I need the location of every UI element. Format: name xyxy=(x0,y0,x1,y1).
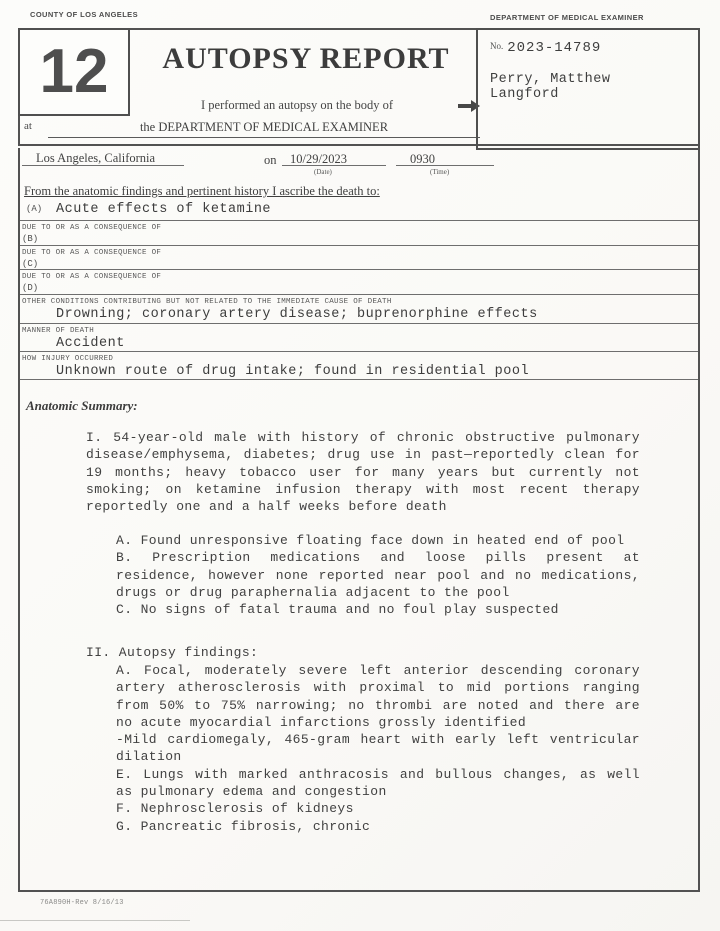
summary-item: A. Found unresponsive floating face down in heated end of pool xyxy=(116,533,625,548)
scan-artifact-line xyxy=(0,920,190,921)
anatomic-summary-section-1-items xyxy=(116,532,640,618)
header-box xyxy=(18,28,700,146)
anatomic-summary-section-2-items xyxy=(116,662,640,835)
time-underline xyxy=(396,165,494,166)
how-injury-rule xyxy=(20,379,698,380)
line-b-rule xyxy=(20,245,698,246)
case-number: 2023-14789 xyxy=(507,40,602,56)
case-type-number: 12 xyxy=(39,37,109,106)
anatomic-summary-section-1: I. 54-year-old male with history of chronic obstructive pulmonary disease/emphysema, diabetes; drug use in past—reportedly clean for 19 months; heavy tobacco user for many years but currently not smoking; on ketamine infusion therapy with most recent therapy reportedly one and a half weeks before death xyxy=(86,430,640,515)
line-c-rule xyxy=(20,269,698,270)
cause-of-death-intro: From the anatomic findings and pertinent history I ascribe the death to: xyxy=(24,184,380,198)
line-a-rule xyxy=(20,220,698,221)
date-caption: (Date) xyxy=(314,168,332,176)
line-c-label: (C) xyxy=(22,259,39,269)
summary-item: G. Pancreatic fibrosis, chronic xyxy=(116,818,371,834)
manner-of-death-rule xyxy=(20,351,698,352)
due-to-label-c: DUE TO OR AS A CONSEQUENCE OF xyxy=(22,249,162,257)
decedent-name: Perry, Matthew Langford xyxy=(490,72,611,102)
autopsy-location: Los Angeles, California xyxy=(36,151,156,165)
location-underline xyxy=(22,165,184,166)
line-b-label: (B) xyxy=(22,234,39,244)
summary-item: C. No signs of fatal trauma and no foul play suspected xyxy=(116,602,559,618)
other-conditions-rule xyxy=(20,323,698,324)
summary-item: A. Focal, moderately severe left anterior descending coronary artery atherosclerosis with proximal to mid portions ranging from 50% to 75% narrowing; no thrombi are noted and there are no acute myocardial infarctions grossly identified xyxy=(116,663,640,730)
department-line: the DEPARTMENT OF MEDICAL EXAMINER xyxy=(48,120,480,138)
line-d-rule xyxy=(20,294,698,295)
other-conditions-value: Drowning; coronary artery disease; buprenorphine effects xyxy=(56,307,538,322)
summary-item: F. Nephrosclerosis of kidneys xyxy=(116,801,354,817)
line-a-label: (A) xyxy=(26,204,43,214)
case-number-box xyxy=(476,28,700,150)
line-a-value: Acute effects of ketamine xyxy=(56,202,272,217)
case-type-number-box xyxy=(18,28,130,116)
other-conditions-label: OTHER CONDITIONS CONTRIBUTING BUT NOT RELATED TO THE IMMEDIATE CAUSE OF DEATH xyxy=(22,298,392,306)
time-caption: (Time) xyxy=(430,168,450,176)
performed-autopsy-line: I performed an autopsy on the body of xyxy=(201,98,393,112)
autopsy-time: 0930 xyxy=(410,152,435,166)
at-label: at xyxy=(24,120,32,132)
on-label: on xyxy=(264,153,277,167)
manner-of-death-value: Accident xyxy=(56,336,125,351)
arrow-shaft xyxy=(458,104,471,108)
anatomic-summary-section-2-heading: II. Autopsy findings: xyxy=(86,645,259,660)
form-revision-code: 76A890H-Rev 8/16/13 xyxy=(40,899,124,907)
line-d-label: (D) xyxy=(22,283,39,293)
manner-of-death-label: MANNER OF DEATH xyxy=(22,327,95,335)
page-title: AUTOPSY REPORT xyxy=(162,42,450,75)
report-body-box xyxy=(18,148,700,892)
summary-item: -Mild cardiomegaly, 465-gram heart with early left ventricular dilation xyxy=(116,732,640,765)
summary-item: B. Prescription medications and loose pills present at residence, however none reported near pool and no medications, drugs or drug paraphernalia adjacent to the pool xyxy=(116,550,640,600)
how-injury-label: HOW INJURY OCCURRED xyxy=(22,355,114,363)
how-injury-value: Unknown route of drug intake; found in residential pool xyxy=(56,364,530,379)
date-underline xyxy=(282,165,386,166)
due-to-label-b: DUE TO OR AS A CONSEQUENCE OF xyxy=(22,224,162,232)
department-label: DEPARTMENT OF MEDICAL EXAMINER xyxy=(490,13,644,22)
case-no-label: No. xyxy=(490,41,504,51)
due-to-label-d: DUE TO OR AS A CONSEQUENCE OF xyxy=(22,273,162,281)
autopsy-date: 10/29/2023 xyxy=(290,152,347,166)
anatomic-summary-heading: Anatomic Summary: xyxy=(26,398,138,413)
county-label: COUNTY OF LOS ANGELES xyxy=(30,10,138,19)
summary-item: E. Lungs with marked anthracosis and bullous changes, as well as pulmonary edema and congestion xyxy=(116,766,640,800)
